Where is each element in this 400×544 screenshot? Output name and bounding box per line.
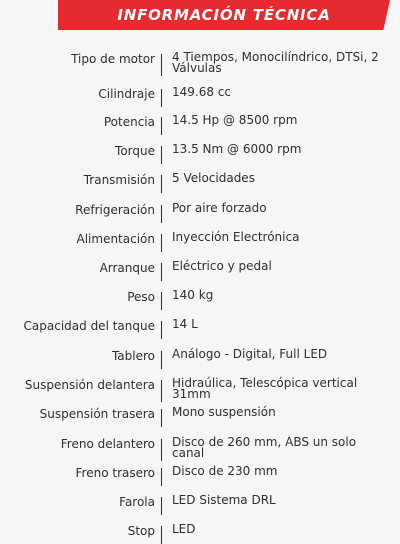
page-title: INFORMACIÓN TÉCNICA (117, 6, 331, 24)
spec-label: Transmisión (83, 173, 155, 187)
spec-label: Tipo de motor (71, 52, 155, 66)
spec-value: Por aire forzado (172, 201, 267, 215)
spec-divider (161, 409, 162, 427)
spec-value: LED (172, 522, 196, 536)
spec-label: Freno delantero (60, 437, 155, 451)
header-banner (58, 0, 390, 30)
spec-label: Torque (115, 144, 155, 158)
spec-value: Mono suspensión (172, 405, 276, 419)
spec-divider (161, 54, 162, 76)
spec-divider (161, 117, 162, 135)
spec-label: Peso (127, 290, 155, 304)
spec-divider (161, 146, 162, 164)
spec-value: LED Sistema DRL (172, 493, 276, 507)
spec-divider (161, 526, 162, 544)
spec-value: 14 L (172, 317, 198, 331)
spec-value: Inyección Electrónica (172, 230, 300, 244)
spec-divider (161, 205, 162, 223)
spec-value: 13.5 Nm @ 6000 rpm (172, 142, 302, 156)
spec-label: Cilindraje (98, 87, 155, 101)
spec-label: Alimentación (76, 232, 155, 246)
spec-divider (161, 468, 162, 486)
spec-value: 149.68 cc (172, 85, 231, 99)
spec-value: 14.5 Hp @ 8500 rpm (172, 113, 298, 127)
spec-value: Hidraúlica, Telescópica vertical 31mm (172, 376, 358, 401)
spec-table (0, 52, 400, 538)
spec-divider (161, 497, 162, 515)
spec-divider (161, 234, 162, 252)
spec-label: Freno trasero (75, 466, 155, 480)
spec-divider (161, 263, 162, 281)
spec-value: 4 Tiempos, Monocilíndrico, DTSi, 2 Válvulas (172, 50, 379, 75)
spec-value: Disco de 260 mm, ABS un solo canal (172, 435, 357, 460)
spec-value: Disco de 230 mm (172, 464, 278, 478)
spec-label: Suspensión delantera (24, 378, 155, 392)
spec-value: Análogo - Digital, Full LED (172, 347, 328, 361)
spec-label: Potencia (103, 115, 155, 129)
spec-label: Refrigeración (75, 203, 155, 217)
spec-divider (161, 351, 162, 369)
spec-label: Suspensión trasera (39, 407, 155, 421)
spec-divider (161, 89, 162, 107)
spec-label: Farola (119, 495, 155, 509)
spec-label: Stop (127, 524, 155, 538)
spec-label: Capacidad del tanque (23, 319, 155, 333)
spec-divider (161, 175, 162, 193)
spec-value: 140 kg (172, 288, 214, 302)
spec-divider (161, 321, 162, 339)
spec-divider (161, 380, 162, 402)
spec-label: Tablero (111, 349, 155, 363)
spec-divider (161, 439, 162, 461)
spec-value: Eléctrico y pedal (172, 259, 272, 273)
spec-label: Arranque (99, 261, 155, 275)
spec-value: 5 Velocidades (172, 171, 255, 185)
spec-divider (161, 292, 162, 310)
